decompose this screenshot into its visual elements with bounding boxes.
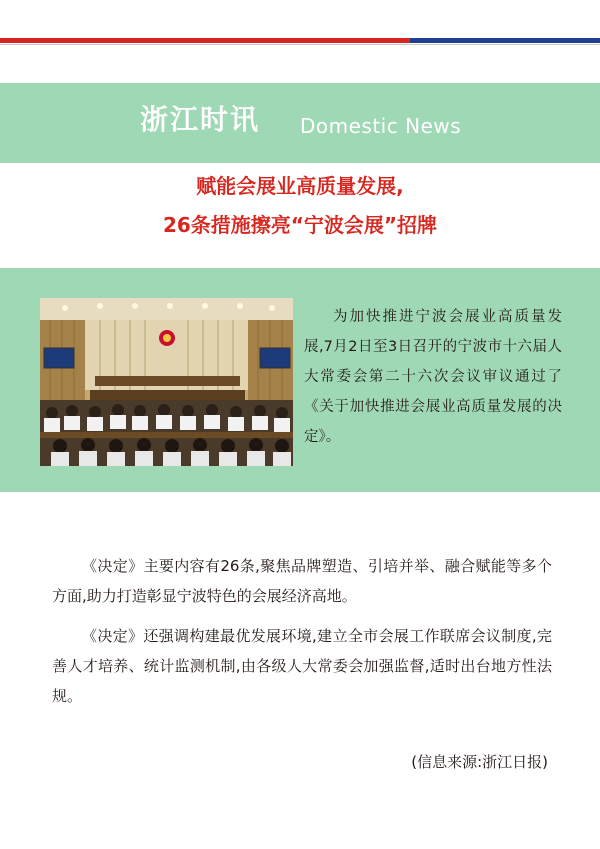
- headline-line-1: 赋能会展业高质量发展,: [196, 174, 404, 198]
- meeting-hall-photo: [40, 298, 293, 466]
- feature-lead-paragraph: 为加快推进宁波会展业高质量发展,7月2日至3日召开的宁波市十六届人大常委会第二十六次会议审议通过了《关于加快推进会展业高质量发展的决定》。: [304, 309, 562, 445]
- headline-line-2: 26条措施擦亮“宁波会展”招牌: [162, 213, 438, 237]
- top-rule-red: [0, 38, 410, 43]
- section-title: 浙江时讯: [140, 103, 261, 136]
- source-credit: (信息来源:浙江日报): [411, 753, 548, 771]
- top-rule-blue: [410, 38, 600, 43]
- body-paragraph-2: 《决定》还强调构建最优发展环境,建立全市会展工作联席会议制度,完善人才培养、统计监测机制,由各级人大常委会加强监督,适时出台地方性法规。: [52, 627, 552, 705]
- section-subtitle: Domestic News: [300, 114, 462, 138]
- body-paragraph-1: 《决定》主要内容有26条,聚焦品牌塑造、引培并举、融合赋能等多个方面,助力打造彰显宁波特色的会展经济高地。: [52, 557, 552, 605]
- top-rule-thin: [0, 44, 600, 45]
